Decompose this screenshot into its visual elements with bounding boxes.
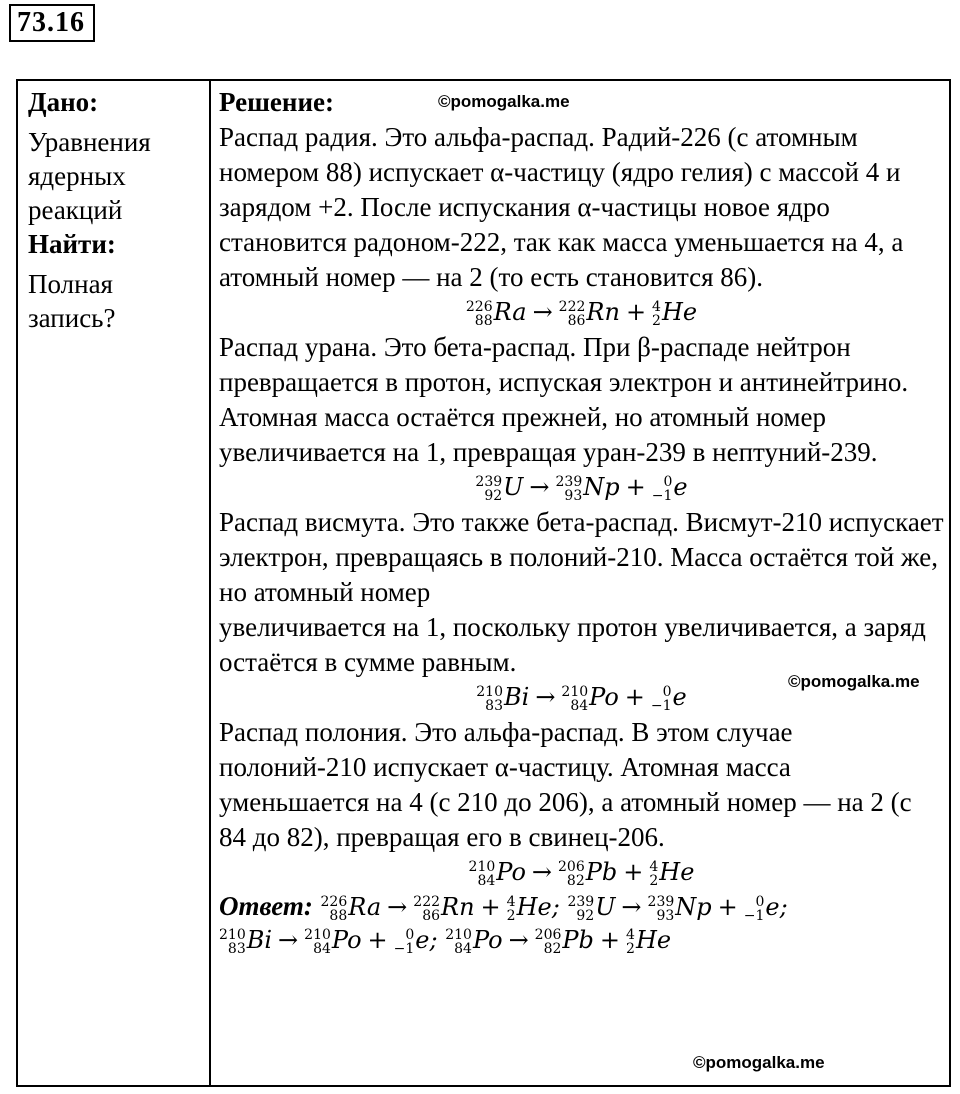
bismuth-paragraph-cont: увеличивается на 1, поскольку протон увеличивается, а заряд остаётся в сумме равным. <box>219 612 926 677</box>
nuclide-he4: 4 2 He <box>649 858 695 889</box>
solution-column <box>219 85 944 957</box>
plus-sign: + <box>625 298 647 326</box>
plus-sign: + <box>367 926 388 954</box>
radium-equation <box>219 295 944 330</box>
arrow-icon: → <box>529 473 550 501</box>
nuclide-e: 0 −1 e <box>650 683 687 714</box>
given-column <box>28 85 203 335</box>
plus-sign: + <box>625 473 646 501</box>
nuclide-rn222: 222 86 Rn <box>558 298 620 329</box>
solution-header: Решение: <box>219 87 334 117</box>
nuclide-np239: 239 93 Np <box>555 473 620 504</box>
nuclide-bi210: 210 83 Bi <box>476 683 530 714</box>
solution-table <box>16 79 951 1087</box>
nuclide-po210: 210 84 Po <box>445 926 503 957</box>
find-header: Найти: <box>28 229 116 259</box>
nuclide-he4: 4 2 He <box>652 298 698 329</box>
find-text: Полная запись? <box>28 269 116 333</box>
nuclide-pb206: 206 82 Pb <box>558 858 618 889</box>
watermark: ©pomogalka.me <box>693 1053 825 1072</box>
nuclide-he4: 4 2 He <box>626 926 672 957</box>
arrow-icon: → <box>387 893 408 921</box>
nuclide-he4: 4 2 He <box>506 893 552 924</box>
answer <box>219 890 944 957</box>
separator: ; <box>429 926 438 954</box>
arrow-icon: → <box>532 298 553 326</box>
column-divider <box>209 81 211 1085</box>
nuclide-ra226: 226 88 Ra <box>465 298 527 329</box>
problem-number: 73.16 <box>9 4 95 42</box>
separator: ; <box>779 893 788 921</box>
separator: ; <box>551 893 560 921</box>
answer-label: Ответ: <box>219 891 313 921</box>
watermark: ©pomogalka.me <box>788 672 920 691</box>
nuclide-np239: 239 93 Np <box>647 893 712 924</box>
nuclide-ra226: 226 88 Ra <box>320 893 382 924</box>
nuclide-po210: 210 84 Po <box>468 858 526 889</box>
plus-sign: + <box>623 858 644 886</box>
arrow-icon: → <box>531 858 553 886</box>
arrow-icon: → <box>508 926 529 954</box>
polonium-paragraph: Распад полония. Это альфа-распад. В этом случае полоний-210 испускает α-частицу. Атомная масса уменьшается на 4 (с 210 до 206), а атомный номер — на 2 (с 84 до 82), превращая его в свинец-206. <box>219 717 912 852</box>
nuclide-rn222: 222 86 Rn <box>413 893 475 924</box>
uranium-equation <box>219 470 944 505</box>
radium-paragraph: Распад радия. Это альфа-распад. Радий-226 (с атомным номером 88) испускает α-частицу (ядро гелия) с массой 4 и зарядом +2. После испускания α-частицы новое ядро становится радоном-222, так как масса уменьшается на 4, а атомный номер — на 2 (то есть становится 86). <box>219 122 904 292</box>
polonium-equation <box>219 855 944 890</box>
nuclide-po210: 210 84 Po <box>561 683 619 714</box>
plus-sign: + <box>624 683 645 711</box>
nuclide-bi210: 210 83 Bi <box>219 926 273 957</box>
bismuth-paragraph: Распад висмута. Это также бета-распад. Висмут-210 испускает электрон, превращаясь в полоний-210. Масса остаётся той же, но атомный номер <box>219 507 944 607</box>
nuclide-u239: 239 92 U <box>567 893 616 924</box>
arrow-icon: → <box>278 926 299 954</box>
given-header: Дано: <box>28 87 99 117</box>
plus-sign: + <box>480 893 501 921</box>
nuclide-po210: 210 84 Po <box>304 926 362 957</box>
watermark: ©pomogalka.me <box>438 92 570 111</box>
arrow-icon: → <box>535 683 556 711</box>
given-text: Уравнения ядерных реакций <box>28 127 151 225</box>
plus-sign: + <box>599 926 621 954</box>
plus-sign: + <box>717 893 738 921</box>
nuclide-e: 0 −1 e <box>743 893 780 924</box>
nuclide-pb206: 206 82 Pb <box>534 926 594 957</box>
arrow-icon: → <box>621 893 642 921</box>
uranium-paragraph: Распад урана. Это бета-распад. При β-распаде нейтрон превращается в протон, испуская электрон и антинейтрино. Атомная масса остаётся прежней, но атомный номер увеличивается на 1, превращая уран-239 в нептуний-239. <box>219 332 909 467</box>
nuclide-e: 0 −1 e <box>393 926 430 957</box>
nuclide-e: 0 −1 e <box>651 473 688 504</box>
nuclide-u239: 239 92 U <box>475 473 524 504</box>
